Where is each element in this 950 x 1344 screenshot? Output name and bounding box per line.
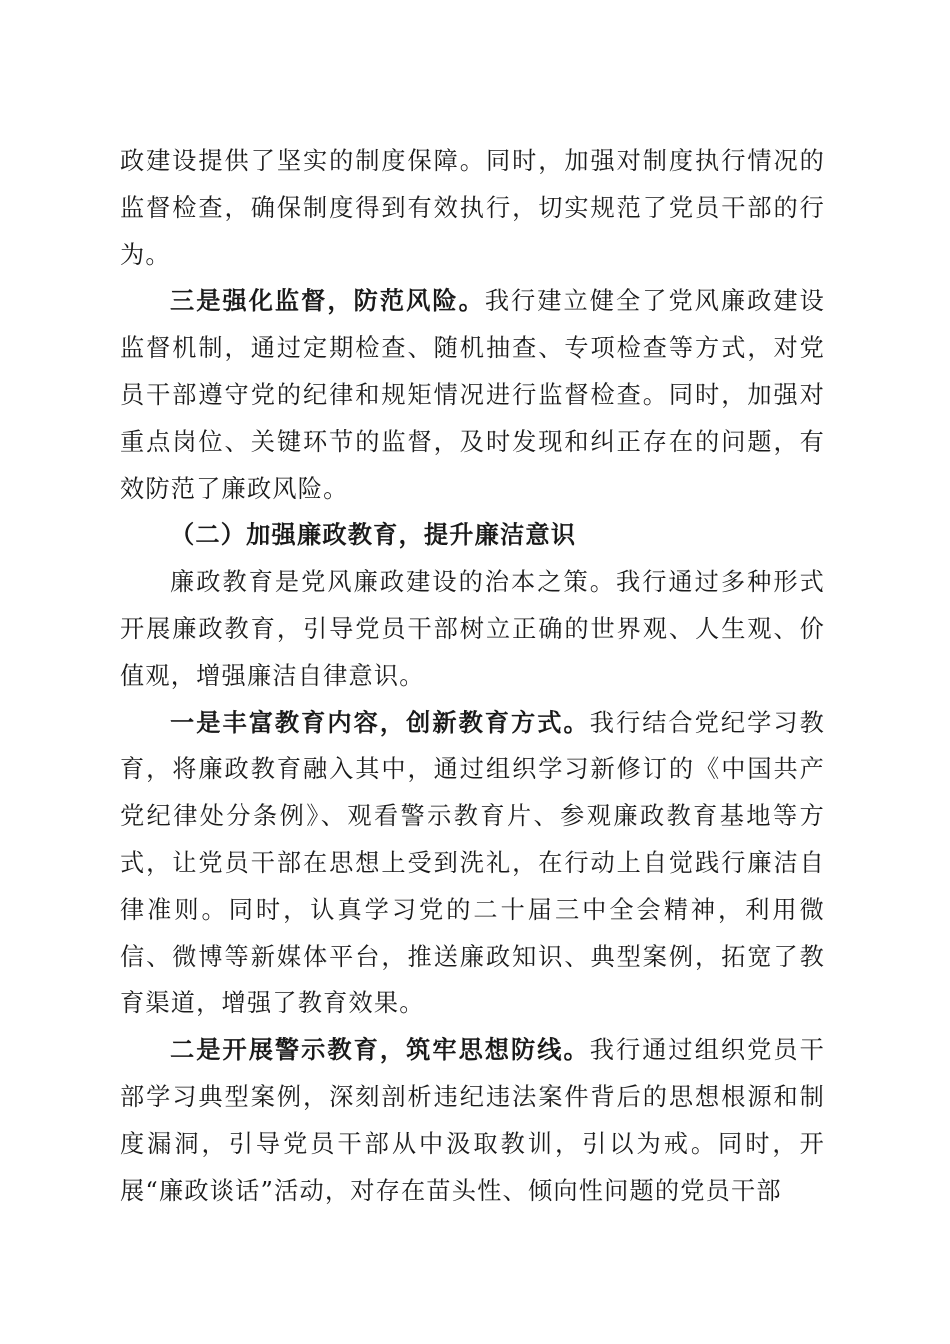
- paragraph-lead-enrich-content: 一是丰富教育内容，创新教育方式。: [170, 707, 590, 737]
- paragraph-body-supervision: 我行建立健全了党风廉政建设监督机制，通过定期检查、随机抽查、专项检查等方式，对党员干部遵守党的纪律和规矩情况进行监督检查。同时，加强对重点岗位、关键环节的监督，及时发现和纠正存在的问题，有效防范了廉政风险。: [120, 287, 825, 503]
- paragraph-strengthen-supervision: [120, 278, 825, 512]
- document-body: [120, 138, 825, 1214]
- paragraph-institution-guarantee: 政建设提供了坚实的制度保障。同时，加强对制度执行情况的监督检查，确保制度得到有效执行，切实规范了党员干部的行为。: [120, 147, 825, 269]
- paragraph-enrich-content: [120, 700, 825, 1028]
- paragraph-education-intro: 廉政教育是党风廉政建设的治本之策。我行通过多种形式开展廉政教育，引导党员干部树立正确的世界观、人生观、价值观，增强廉洁自律意识。: [120, 568, 825, 690]
- paragraph-lead-supervision: 三是强化监督，防范风险。: [170, 286, 485, 316]
- paragraph-body-warning-education: 我行通过组织党员干部学习典型案例，深刻剖析违纪违法案件背后的思想根源和制度漏洞，引导党员干部从中汲取教训，引以为戒。同时，开展“廉政谈话”活动，对存在苗头性、倾向性问题的党员干部: [120, 1036, 825, 1205]
- paragraph-lead-warning-education: 二是开展警示教育，筑牢思想防线。: [170, 1035, 590, 1065]
- section-heading-integrity-education: （二）加强廉政教育，提升廉洁意识: [170, 520, 577, 550]
- paragraph-body-enrich-content: 我行结合党纪学习教育，将廉政教育融入其中，通过组织学习新修订的《中国共产党纪律处分条例》、观看警示教育片、参观廉政教育基地等方式，让党员干部在思想上受到洗礼，在行动上自觉践行廉洁自律准则。同时，认真学习党的二十届三中全会精神，利用微信、微博等新媒体平台，推送廉政知识、典型案例，拓宽了教育渠道，增强了教育效果。: [120, 708, 825, 1018]
- paragraph-warning-education: [120, 1027, 825, 1214]
